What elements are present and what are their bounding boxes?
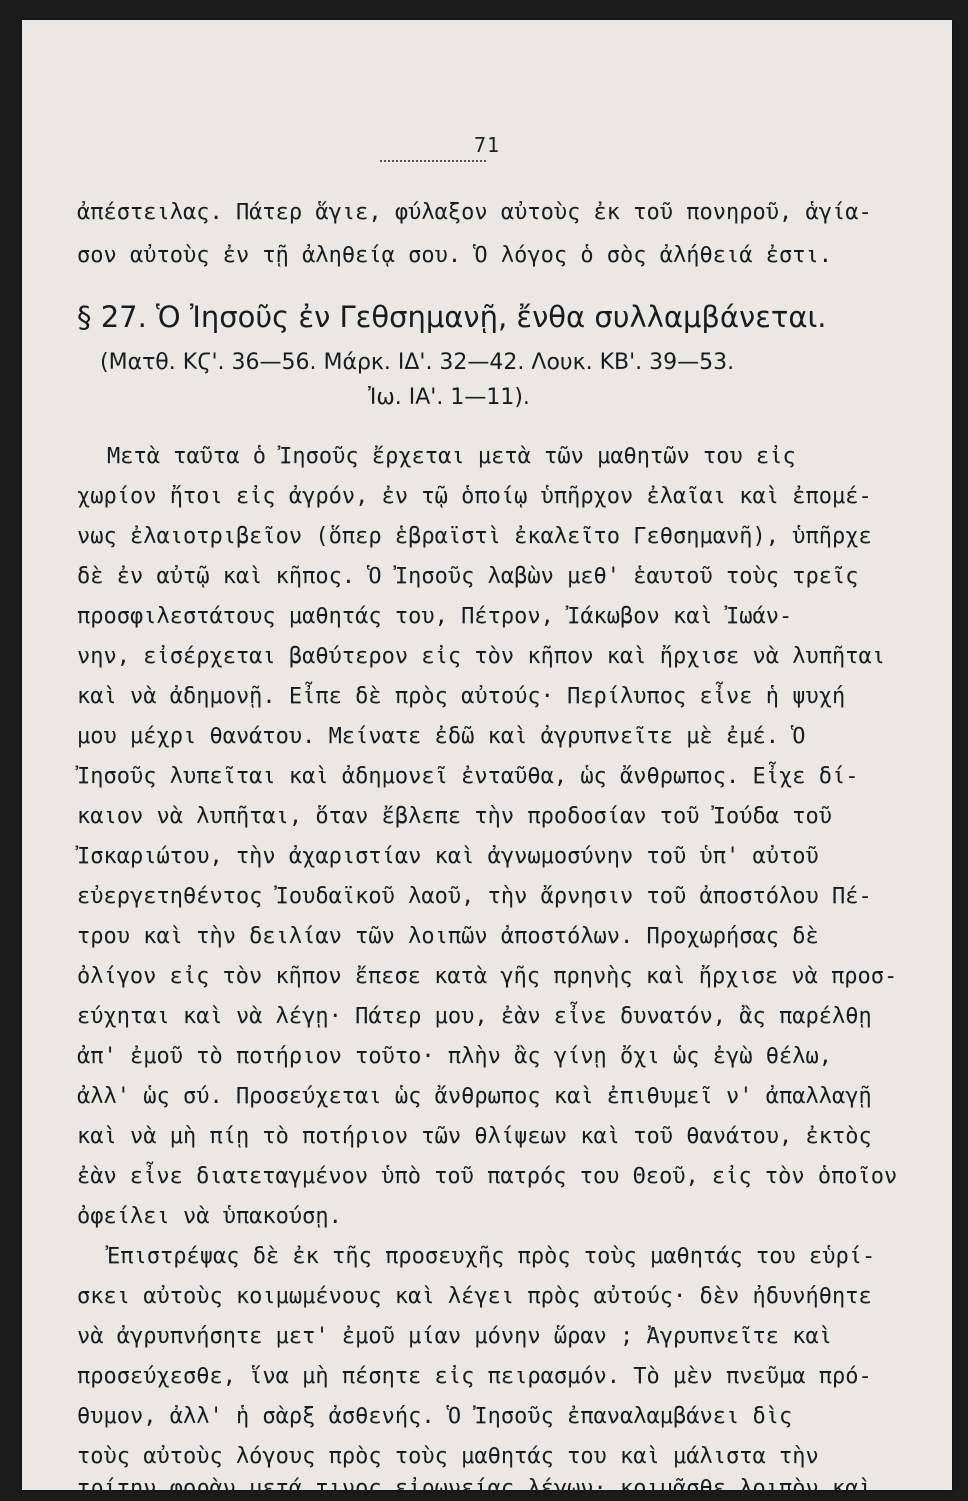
text-line: σον αὐτοὺς ἐν τῇ ἀληθείᾳ σου. Ὁ λόγος ὁ σὸς ἀλήθειά ἐστι. (77, 243, 832, 268)
text-line: μου μέχρι θανάτου. Μείνατε ἐδῶ καὶ ἀγρυπνεῖτε μὲ ἐμέ. Ὁ (77, 724, 806, 749)
text-line: καὶ νὰ μὴ πίῃ τὸ ποτήριον τῶν θλίψεων καὶ τοῦ θανάτου, ἐκτὸς (77, 1124, 872, 1149)
text-line: εύχηται καὶ νὰ λέγῃ· Πάτερ μου, ἐὰν εἶνε δυνατόν, ἂς παρέλθῃ (77, 1004, 872, 1029)
page-number: 71 (473, 133, 501, 157)
text-line: τοὺς αὐτοὺς λόγους πρὸς τοὺς μαθητάς του καὶ μάλιστα τὴν (77, 1444, 819, 1469)
text-line: νὰ ἀγρυπνήσητε μετ' ἐμοῦ μίαν μόνην ὥραν ; Ἀγρυπνεῖτε καὶ (77, 1324, 832, 1349)
text-line: καιον νὰ λυπῆται, ὅταν ἔβλεπε τὴν προδοσίαν τοῦ Ἰούδα τοῦ (77, 804, 832, 829)
text-line: νην, εἰσέρχεται βαθύτερον εἰς τὸν κῆπον καὶ ἤρχισε νὰ λυπῆται (77, 644, 885, 669)
text-line: προσεύχεσθε, ἵνα μὴ πέσητε εἰς πειρασμόν. Τὸ μὲν πνεῦμα πρό- (77, 1364, 872, 1389)
book-page (22, 20, 952, 1501)
text-line: θυμον, ἀλλ' ἡ σὰρξ ἀσθενής. Ὁ Ἰησοῦς ἐπαναλαμβάνει δὶς (77, 1404, 793, 1429)
text-line: εὐεργετηθέντος Ἰουδαϊκοῦ λαοῦ, τὴν ἄρνησιν τοῦ ἀποστόλου Πέ- (77, 884, 872, 909)
text-line: καὶ νὰ ἀδημονῇ. Εἶπε δὲ πρὸς αὐτούς· Περίλυπος εἶνε ἡ ψυχή (77, 684, 846, 709)
text-line: νως ἐλαιοτριβεῖον (ὅπερ ἑβραϊστὶ ἐκαλεῖτο Γεθσημανῆ), ὑπῆρχε (77, 524, 872, 549)
text-line: Μετὰ ταῦτα ὁ Ἰησοῦς ἔρχεται μετὰ τῶν μαθητῶν του εἰς (107, 444, 796, 469)
text-line: δὲ ἐν αὐτῷ καὶ κῆπος. Ὁ Ἰησοῦς λαβὼν μεθ' ἑαυτοῦ τοὺς τρεῖς (77, 564, 859, 589)
text-line: Ἐπιστρέψας δὲ ἐκ τῆς προσευχῆς πρὸς τοὺς μαθητάς του εὑρί- (107, 1244, 876, 1269)
text-line: ὀφείλει νὰ ὑπακούσῃ. (77, 1204, 342, 1229)
text-line: ἐὰν εἶνε διατεταγμένον ὑπὸ τοῦ πατρός του Θεοῦ, εἰς τὸν ὁποῖον (77, 1164, 898, 1189)
text-line: τρίτην φορὰν μετά τινος εἰρωνείας λέγων· κοιμᾶσθε λοιπὸν καὶ (77, 1476, 872, 1501)
text-line: τρου καὶ τὴν δειλίαν τῶν λοιπῶν ἀποστόλων. Προχωρήσας δὲ (77, 924, 819, 949)
text-line: Ἰσκαριώτου, τὴν ἀχαριστίαν καὶ ἀγνωμοσύνην τοῦ ὑπ' αὐτοῦ (77, 844, 819, 869)
text-line: προσφιλεστάτους μαθητάς του, Πέτρον, Ἰάκωβον καὶ Ἰωάν- (77, 604, 793, 629)
section-references: Ἰω. ΙΑ'. 1—11). (368, 385, 530, 410)
text-line: χωρίον ἤτοι εἰς ἀγρόν, ἐν τῷ ὁποίῳ ὑπῆρχον ἐλαῖαι καὶ ἐπομέ- (77, 484, 872, 509)
text-line: ἀλλ' ὡς σύ. Προσεύχεται ὡς ἄνθρωπος καὶ ἐπιθυμεῖ ν' ἀπαλλαγῇ (77, 1084, 872, 1109)
section-heading: § 27. Ὁ Ἰησοῦς ἐν Γεθσημανῇ, ἔνθα συλλαμβάνεται. (77, 300, 827, 334)
text-line: ἀπ' ἐμοῦ τὸ ποτήριον τοῦτο· πλὴν ἂς γίνῃ ὄχι ὡς ἐγὼ θέλω, (77, 1044, 832, 1069)
text-line: ὀλίγον εἰς τὸν κῆπον ἔπεσε κατὰ γῆς πρηνὴς καὶ ἤρχισε νὰ προσ- (77, 964, 898, 989)
page-number-rule (380, 160, 486, 162)
text-line: Ἰησοῦς λυπεῖται καὶ ἀδημονεῖ ἐνταῦθα, ὡς ἄνθρωπος. Εἶχε δί- (77, 764, 859, 789)
text-line: ἀπέστειλας. Πάτερ ἅγιε, φύλαξον αὐτοὺς ἐκ τοῦ πονηροῦ, ἁγία- (77, 200, 872, 225)
text-line: σκει αὐτοὺς κοιμωμένους καὶ λέγει πρὸς αὐτούς· δὲν ἠδυνήθητε (77, 1284, 872, 1309)
section-references: (Ματθ. ΚϚ'. 36—56. Μάρκ. ΙΔ'. 32—42. Λουκ. ΚΒ'. 39—53. (100, 350, 735, 375)
